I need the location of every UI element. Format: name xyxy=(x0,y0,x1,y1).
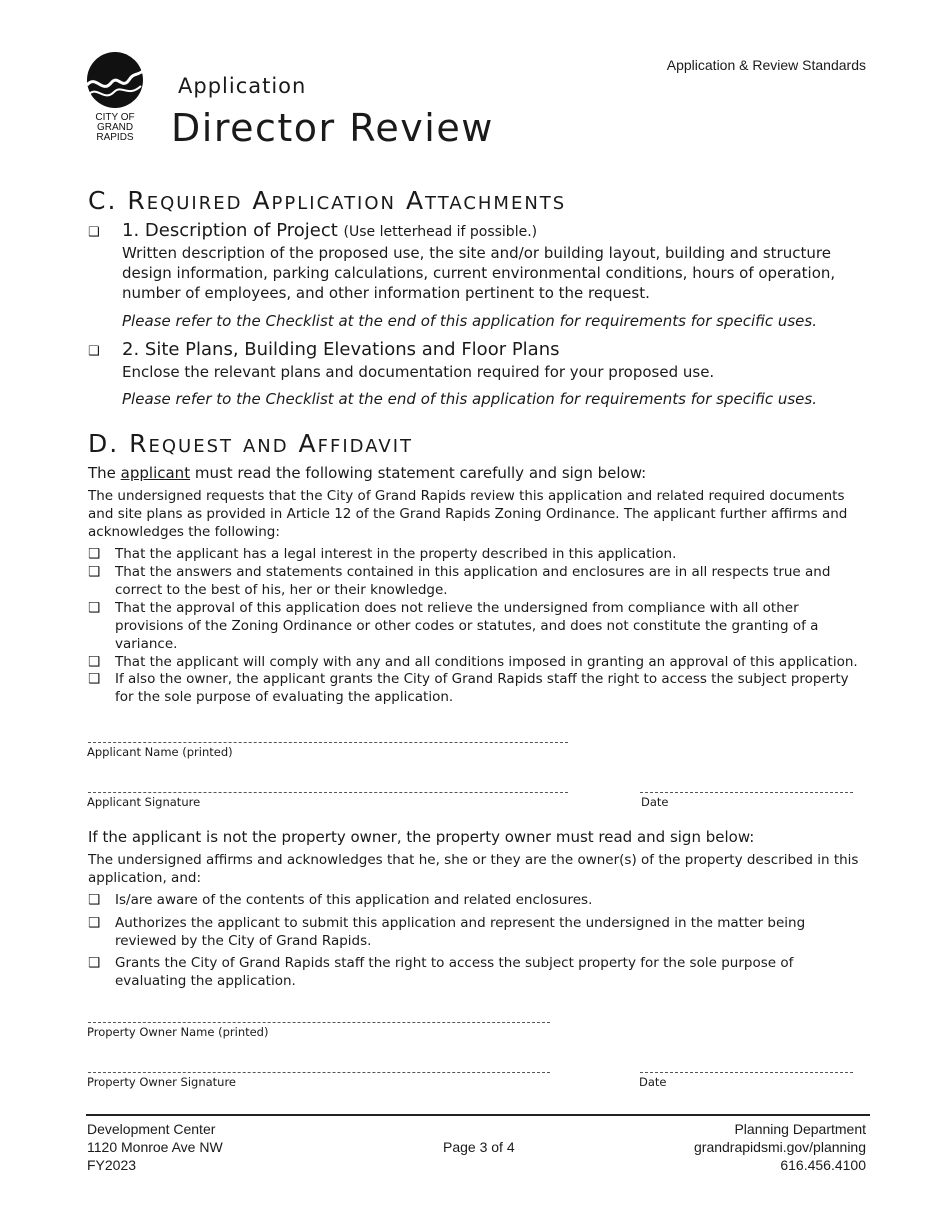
checkbox-owner-grants[interactable]: ❑ xyxy=(88,955,101,971)
footer-divider xyxy=(86,1114,870,1116)
section-d-heading: D. Request and Affidavit xyxy=(88,429,413,458)
logo-text-3: RAPIDS xyxy=(96,132,134,143)
applicant-link[interactable]: applicant xyxy=(120,464,191,482)
item1-title-row xyxy=(122,220,537,241)
planning-url[interactable]: grandrapidsmi.gov/planning xyxy=(694,1139,866,1155)
checkbox-owner-aware[interactable]: ❑ xyxy=(88,892,101,908)
logo-text-1: CITY OF xyxy=(95,112,135,123)
applicant-signature-label: Applicant Signature xyxy=(87,795,201,809)
footer-address: Development Center 1120 Monroe Ave NW FY2023 xyxy=(87,1121,223,1173)
applicant-signature-line[interactable] xyxy=(88,792,568,793)
logo-text-2: GRAND xyxy=(96,122,134,133)
owner-name-label: Property Owner Name (printed) xyxy=(87,1025,269,1039)
item2-description: Enclose the relevant plans and documentation required for your proposed use. xyxy=(122,363,715,381)
page-title: Director Review xyxy=(171,106,494,150)
applicant-paragraph: The undersigned requests that the City of Grand Rapids review this application and related required documents and site plans as provided in Article 12 of the Grand Rapids Zoning Ordinance. The applicant further affirms and acknowledges the following: xyxy=(88,488,848,540)
applicant-date-label: Date xyxy=(641,795,669,809)
owner-date-line[interactable] xyxy=(640,1072,853,1073)
bullet-owner-grants: Grants the City of Grand Rapids staff the right to access the subject property for the sole purpose of evaluating the application. xyxy=(115,955,794,989)
checkbox-comply-conditions[interactable]: ❑ xyxy=(88,654,101,670)
owner-name-line[interactable] xyxy=(88,1022,550,1023)
checkbox-answers-true[interactable]: ❑ xyxy=(88,564,101,580)
bullet-legal-interest: That the applicant has a legal interest in the property described in this application. xyxy=(115,546,677,562)
item1-description: Written description of the proposed use, the site and/or building layout, building and structure design information, parking calculations, current environmental conditions, hours of operation, number of employees, and other information pertinent to the request. xyxy=(122,244,836,302)
header-standards-label: Application & Review Standards xyxy=(666,57,866,73)
applicant-name-line[interactable] xyxy=(88,742,568,743)
bullet-answers-true: That the answers and statements contained in this application and enclosures are in all respects true and correct to the best of his, her or their knowledge. xyxy=(115,564,831,598)
item1-checklist-note: Please refer to the Checklist at the end of this application for requirements for specific uses. xyxy=(122,312,817,330)
item1-title: 1. Description of Project xyxy=(122,220,338,241)
owner-paragraph: The undersigned affirms and acknowledges that he, she or they are the owner(s) of the property described in this application, and: xyxy=(88,852,859,886)
owner-signature-line[interactable] xyxy=(88,1072,550,1073)
owner-signature-label: Property Owner Signature xyxy=(87,1075,237,1089)
item2-checklist-note: Please refer to the Checklist at the end of this application for requirements for specific uses. xyxy=(122,390,817,408)
application-label: Application xyxy=(178,74,307,98)
item1-note: (Use letterhead if possible.) xyxy=(343,224,538,240)
city-logo xyxy=(84,50,146,144)
applicant-name-label: Applicant Name (printed) xyxy=(87,745,233,759)
footer-contact: Planning Department grandrapidsmi.gov/planning 616.456.4100 xyxy=(694,1121,866,1173)
checkbox-owner-authorizes[interactable]: ❑ xyxy=(88,915,101,931)
item2-title: 2. Site Plans, Building Elevations and Floor Plans xyxy=(122,339,560,360)
section-c-heading: C. Required Application Attachments xyxy=(88,186,567,215)
checkbox-legal-interest[interactable]: ❑ xyxy=(88,546,101,562)
checkbox-site-plans[interactable]: ❑ xyxy=(88,344,100,359)
checkbox-owner-access[interactable]: ❑ xyxy=(88,671,101,687)
applicant-intro: The applicant must read the following statement carefully and sign below: xyxy=(88,464,647,482)
bullet-owner-aware: Is/are aware of the contents of this application and related enclosures. xyxy=(115,892,593,908)
bullet-owner-authorizes: Authorizes the applicant to submit this application and represent the undersigned in the matter being reviewed by the City of Grand Rapids. xyxy=(115,915,806,949)
owner-intro: If the applicant is not the property owner, the property owner must read and sign below: xyxy=(88,828,755,846)
checkbox-description[interactable]: ❑ xyxy=(88,225,100,240)
applicant-date-line[interactable] xyxy=(640,792,853,793)
checkbox-approval-compliance[interactable]: ❑ xyxy=(88,600,101,616)
page-number: Page 3 of 4 xyxy=(443,1139,515,1155)
bullet-owner-access: If also the owner, the applicant grants the City of Grand Rapids staff the right to access the subject property for the sole purpose of evaluating the application. xyxy=(115,671,849,705)
bullet-comply-conditions: That the applicant will comply with any and all conditions imposed in granting an approval of this application. xyxy=(115,654,858,670)
owner-date-label: Date xyxy=(639,1075,667,1089)
bullet-approval-compliance: That the approval of this application does not relieve the undersigned from compliance with all other provisions of the Zoning Ordinance or other codes or statutes, and does not constitute the granting of a variance. xyxy=(115,600,819,652)
